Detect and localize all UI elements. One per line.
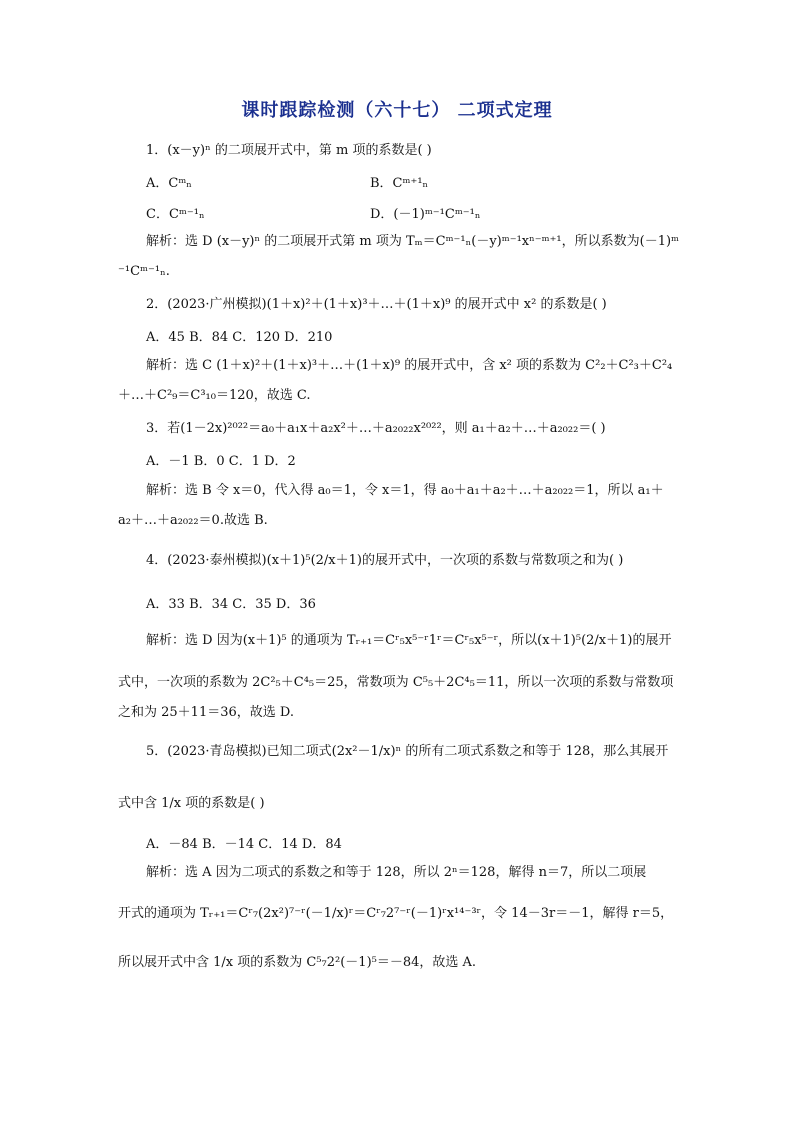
question-2-analysis-line-1: 解析：选 C (1＋x)²＋(1＋x)³＋…＋(1＋x)⁹ 的展开式中，含 x² 项的系数为 C²₂＋C²₃＋C²₄: [146, 358, 673, 373]
question-1-analysis-line-2: ⁻¹Cᵐ⁻¹ₙ.: [118, 264, 170, 279]
question-2-analysis-line-2: ＋…＋C²₉＝C³₁₀＝120，故选 C.: [118, 388, 311, 403]
question-3-analysis-line-1: 解析：选 B 令 x＝0，代入得 a₀＝1，令 x＝1，得 a₀＋a₁＋a₂＋…＋a₂₀₂₂＝1，所以 a₁＋: [146, 483, 664, 498]
question-1-option-b: B．Cᵐ⁺¹ₙ: [370, 176, 429, 191]
question-4-stem: 4．(2023·泰州模拟)(x＋1)⁵(2/x＋1)的展开式中，一次项的系数与常数项之和为( ): [146, 553, 624, 568]
question-4-analysis-line-2: 式中，一次项的系数为 2C²₅＋C⁴₅＝25，常数项为 C⁵₅＋2C⁴₅＝11，所以一次项的系数与常数项: [118, 675, 674, 690]
question-2-options: A．45 B．84 C．120 D．210: [146, 330, 333, 345]
question-1-stem: 1．(x－y)ⁿ 的二项展开式中，第 m 项的系数是( ): [146, 143, 432, 158]
question-5-stem-line-2: 式中含 1/x 项的系数是( ): [118, 796, 265, 811]
page-title: 课时跟踪检测（六十七） 二项式定理: [241, 100, 553, 121]
question-4-options: A．33 B．34 C．35 D．36: [146, 597, 316, 612]
question-5-analysis-line-2: 开式的通项为 Tᵣ₊₁＝Cʳ₇(2x²)⁷⁻ʳ(－1/x)ʳ＝Cʳ₇2⁷⁻ʳ(－1)ʳx¹⁴⁻³ʳ，令 14－3r＝－1，解得 r＝5，: [118, 906, 674, 921]
question-2-stem: 2．(2023·广州模拟)(1＋x)²＋(1＋x)³＋…＋(1＋x)⁹ 的展开式中 x² 的系数是( ): [146, 297, 607, 312]
question-3-stem: 3．若(1－2x)²⁰²²＝a₀＋a₁x＋a₂x²＋…＋a₂₀₂₂x²⁰²²，则 a₁＋a₂＋…＋a₂₀₂₂＝( ): [146, 421, 606, 436]
question-1-option-d: D．(－1)ᵐ⁻¹Cᵐ⁻¹ₙ: [370, 207, 481, 222]
question-5-stem-line-1: 5．(2023·青岛模拟)已知二项式(2x²－1/x)ⁿ 的所有二项式系数之和等于 128，那么其展开: [146, 744, 669, 759]
question-5-analysis-line-1: 解析：选 A 因为二项式的系数之和等于 128，所以 2ⁿ＝128，解得 n＝7，所以二项展: [146, 865, 647, 880]
question-1-option-c: C．Cᵐ⁻¹ₙ: [146, 207, 205, 222]
question-5-analysis-line-3: 所以展开式中含 1/x 项的系数为 C⁵₇2²(－1)⁵＝－84，故选 A.: [118, 955, 477, 970]
question-3-analysis-line-2: a₂＋…＋a₂₀₂₂＝0.故选 B.: [118, 513, 268, 528]
question-1-analysis-line-1: 解析：选 D (x－y)ⁿ 的二项展开式第 m 项为 Tₘ＝Cᵐ⁻¹ₙ(－y)ᵐ⁻¹xⁿ⁻ᵐ⁺¹，所以系数为(－1)ᵐ: [146, 234, 680, 249]
question-4-analysis-line-1: 解析：选 D 因为(x＋1)⁵ 的通项为 Tᵣ₊₁＝Cʳ₅x⁵⁻ʳ1ʳ＝Cʳ₅x⁵⁻ʳ，所以(x＋1)⁵(2/x＋1)的展开: [146, 633, 672, 648]
question-4-analysis-line-3: 之和为 25＋11＝36，故选 D.: [118, 705, 294, 720]
question-3-options: A．－1 B．0 C．1 D．2: [146, 454, 296, 469]
question-5-options: A．－84 B．－14 C．14 D．84: [146, 837, 342, 852]
question-1-option-a: A．Cᵐₙ: [146, 176, 192, 191]
